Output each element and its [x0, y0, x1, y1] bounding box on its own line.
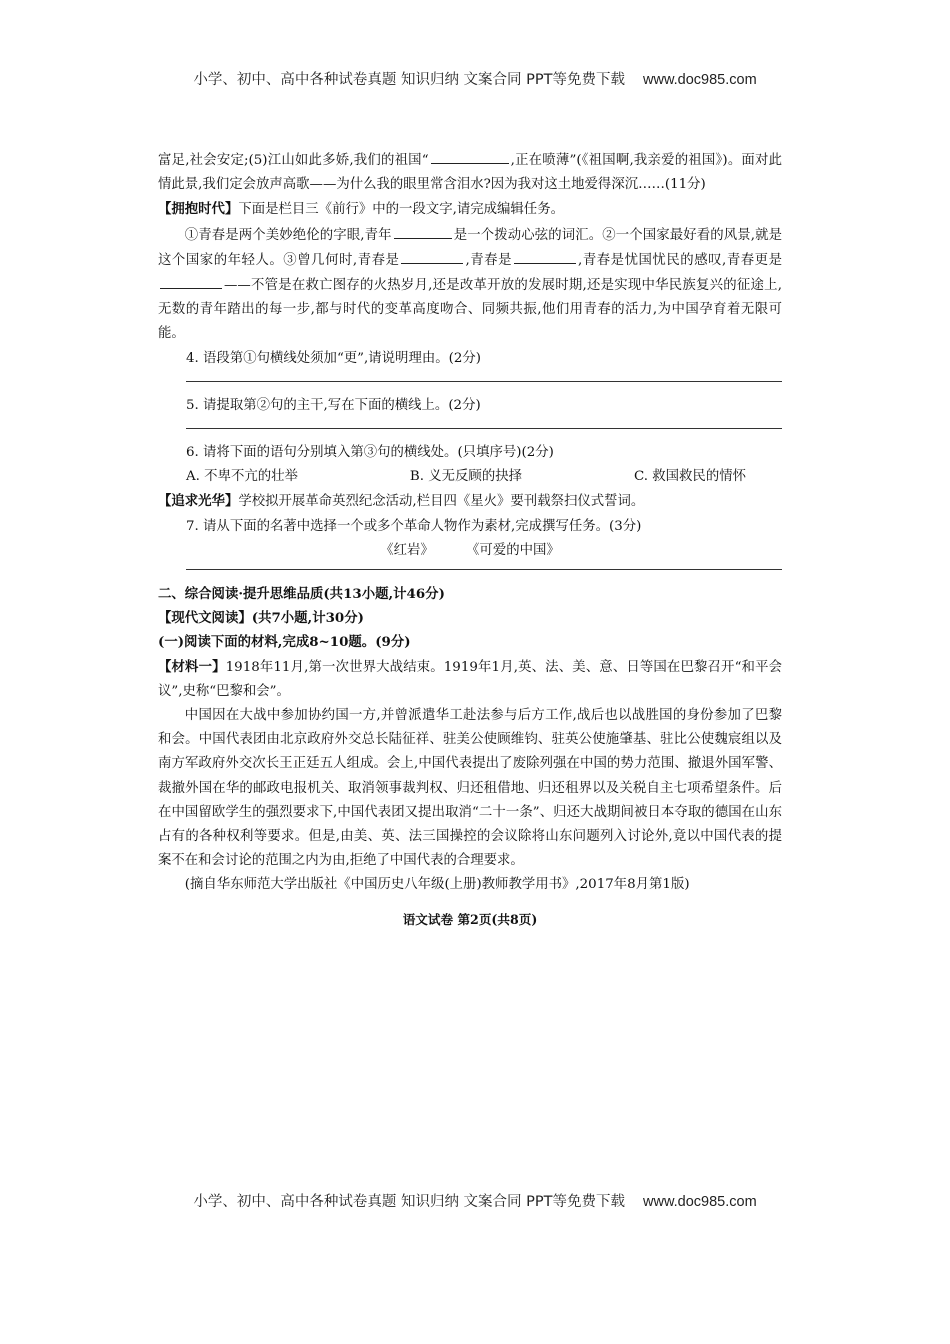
section3-passage: ①青春是两个美妙绝伦的字眼,青年 是一个拨动心弦的词汇。②一个国家最好看的风景,就是这个国家的年轻人。③曾几何时,青春是 ,青春是 ,青春是忧国忧民的感叹,青春更是——不管是在救亡图存的火热岁月,还是改革开放的发展时期,还是实现中华民族复兴的征途上,无数的青年踏出的每一步,都与时代的变革高度吻合、同频共振,他们用青春的活力,为中国孕育着无限可能。	[158, 223, 782, 347]
top-banner	[0, 68, 950, 89]
banner-url[interactable]: www.doc985.com	[643, 1194, 757, 1210]
option-c: C. 救国救民的情怀	[633, 469, 746, 485]
question-7: 7. 请从下面的名著中选择一个或多个革命人物作为素材,完成撰写任务。(3分)	[186, 518, 642, 534]
material-paragraph-1: 【材料一】1918年11月,第一次世界大战结束。1919年1月,英、法、美、意、日等国在巴黎召开“和平会议”,史称“巴黎和会”。	[158, 658, 783, 699]
part2-heading: 二、综合阅读·提升思维品质(共13小题,计46分)	[158, 586, 445, 603]
source-citation: (摘自华东师范大学出版社《中国历史八年级(上册)教师教学用书》,2017年8月第1版)	[184, 877, 690, 893]
part2-subheading: 【现代文阅读】(共7小题,计30分)	[158, 610, 364, 627]
page-number: 语文试卷 第2页(共8页)	[402, 911, 538, 927]
banner-url[interactable]: www.doc985.com	[643, 72, 757, 88]
option-b: B. 义无反顾的抉择	[409, 469, 522, 485]
question-5: 5. 请提取第②句的主干,写在下面的横线上。(2分)	[186, 397, 481, 413]
fill-blank[interactable]	[160, 273, 222, 289]
material-tag: 【材料一】	[158, 658, 226, 675]
fill-blank[interactable]	[394, 223, 452, 239]
intro-paragraph: 富足,社会安定;(5)江山如此多娇,我们的祖国“ ,正在喷薄”(《祖国啊,我亲爱的祖国》)。面对此情此景,我们定会放声高歌——为什么我的眼里常含泪水?因为我对这土地爱得深沉……(11分)	[158, 148, 782, 197]
section-tag: 【追求光华】	[158, 493, 239, 510]
book-list	[158, 539, 782, 563]
question-4: 4. 语段第①句横线处须加“更”,请说明理由。(2分)	[186, 350, 481, 366]
section3-header: 【拥抱时代】下面是栏目三《前行》中的一段文字,请完成编辑任务。	[158, 201, 564, 218]
answer-line[interactable]	[186, 569, 782, 570]
exam-page	[158, 148, 782, 932]
options-row	[158, 465, 746, 489]
book-title: 《可爱的中国》	[466, 542, 560, 558]
answer-line[interactable]	[186, 381, 782, 382]
book-title: 《红岩》	[380, 542, 434, 558]
fill-blank[interactable]	[431, 148, 509, 164]
banner-text: 小学、初中、高中各种试卷真题 知识归纳 文案合同 PPT等免费下载	[193, 72, 626, 88]
bottom-banner	[0, 1190, 950, 1211]
group1-heading: (一)阅读下面的材料,完成8~10题。(9分)	[158, 634, 411, 651]
fill-blank[interactable]	[401, 248, 463, 264]
section-tag: 【拥抱时代】	[158, 201, 239, 218]
banner-text: 小学、初中、高中各种试卷真题 知识归纳 文案合同 PPT等免费下载	[193, 1194, 626, 1210]
answer-line[interactable]	[186, 428, 782, 429]
material-paragraph-2: 中国因在大战中参加协约国一方,并曾派遣华工赴法参与后方工作,战后也以战胜国的身份参加了巴黎和会。中国代表团由北京政府外交总长陆征祥、驻美公使顾维钧、驻英公使施肇基、驻比公使魏宸组以及南方军政府外交次长王正廷五人组成。会上,中国代表提出了废除列强在中国的势力范围、撤退外国军警、裁撤外国在华的邮政电报机关、取消领事裁判权、归还租借地、归还租界以及关税自主七项希望条件。后在中国留欧学生的强烈要求下,中国代表团又提出取消“二十一条”、归还大战期间被日本夺取的德国在山东占有的各种权利等要求。但是,由美、英、法三国操控的会议除将山东问题列入讨论外,竟以中国代表的提案不在和会讨论的范围之内为由,拒绝了中国代表的合理要求。	[158, 708, 782, 869]
fill-blank[interactable]	[514, 248, 576, 264]
section4-header: 【追求光华】学校拟开展革命英烈纪念活动,栏目四《星火》要刊载祭扫仪式誓词。	[158, 493, 645, 510]
question-6: 6. 请将下面的语句分别填入第③句的横线处。(只填序号)(2分)	[186, 445, 554, 461]
option-a: A. 不卑不亢的壮举	[186, 469, 298, 485]
